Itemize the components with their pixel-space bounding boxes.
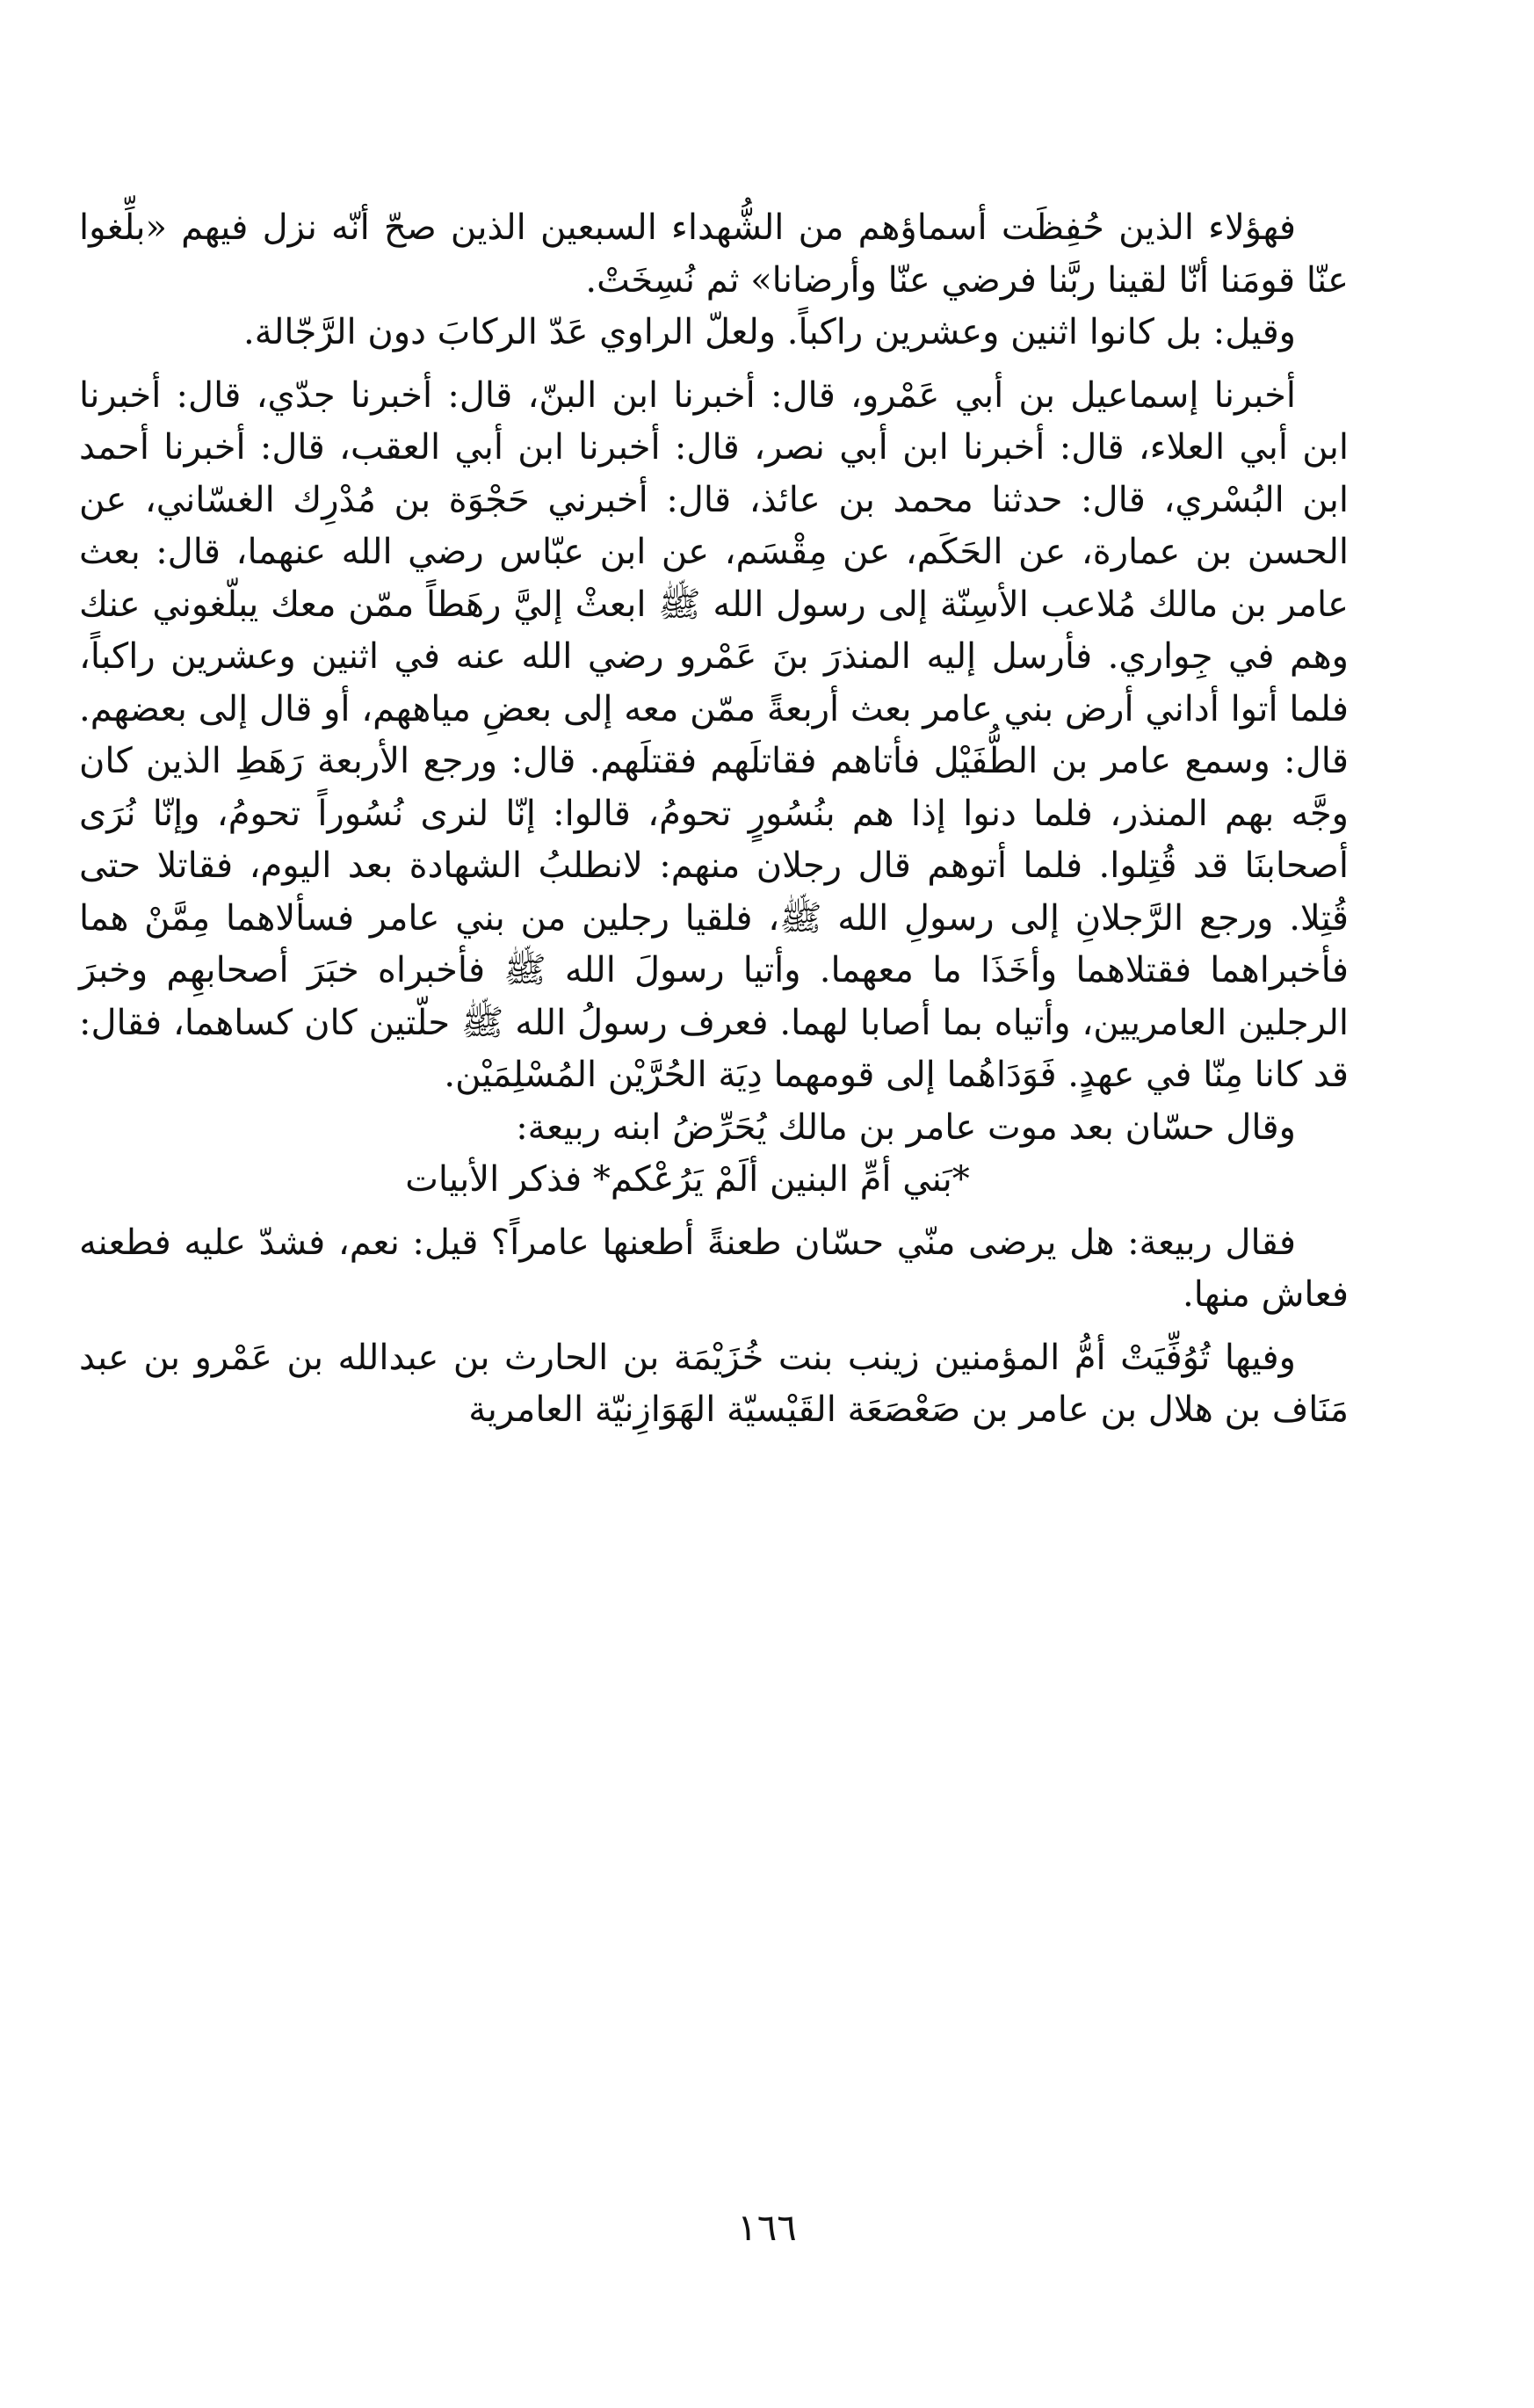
paragraph-rabia-response: فقال ربيعة: هل يرضى منّي حسّان طعنةً أطعنها عامراً؟ قيل: نعم، فشدّ عليه فطعنه فعاش منها. bbox=[79, 1222, 1349, 1315]
paragraph-hadith-narration: أخبرنا إسماعيل بن أبي عَمْرو، قال: أخبرنا ابن البنّ، قال: أخبرنا جدّي، قال: أخبرنا ابن أبي العلاء، قال: أخبرنا ابن أبي نصر، قال: أخبرنا ابن أبي العقب، قال: أخبرنا أحمد ابن البُسْري، قال: حدثنا محمد بن عائذ، قال: أخبرني حَجْوَة بن مُدْرِك الغسّاني، عن الحسن بن عمارة، عن الحَكَم، عن مِقْسَم، عن ابن عبّاس رضي الله عنهما، قال: بعث عامر بن مالك مُلاعب الأسِنّة إلى رسول الله ﷺ ابعثْ إليَّ رهَطاً ممّن معك يبلّغوني عنك وهم في جِواري. فأرسل إليه المنذرَ بنَ عَمْرو رضي الله عنه في اثنين وعشرين راكباً، فلما أتوا أداني أرض بني عامر بعث أربعةً ممّن معه إلى بعضِ مياههم، أو قال إلى بعضهم. قال: وسمع عامر بن الطُّفَيْل فأتاهم فقاتلَهم فقتلَهم. قال: ورجع الأربعة رَهَطِ الذين كان وجَّه بهم المنذر، فلما دنوا إذا هم بنُسُورٍ تحومُ، قالوا: إنّا لنرى نُسُوراً تحومُ، وإنّا نُرَى أصحابنَا قد قُتِلوا. فلما أتوهم قال رجلان منهم: لانطلبُ الشهادة بعد اليوم، فقاتلا حتى قُتِلا. ورجع الرَّجلانِ إلى رسولِ الله ﷺ، فلقيا رجلين من بني عامر فسألاهما مِمَّنْ هما فأخبراهما فقتلاهما وأخَذَا ما معهما. وأتيا رسولَ الله ﷺ فأخبراه خبَرَ أصحابهِم وخبرَ الرجلين العامريين، وأتياه بما أصابا لهما. فعرف رسولُ الله ﷺ حلّتين كان كساهما، فقال: قد كانا مِنّا في عهدٍ. فَوَدَاهُما إلى قومهما دِيَة الحُرَّيْن المُسْلِمَيْن. bbox=[79, 374, 1349, 1095]
paragraph-hassan-poem-intro: وقال حسّان بعد موت عامر بن مالك يُحَرِّضُ ابنه ربيعة: bbox=[516, 1106, 1296, 1148]
poem-verse: *بَني أمِّ البنين ألَمْ يَرُعْكم* فذكر الأبيات bbox=[405, 1159, 970, 1200]
paragraph-zaynab-death: وفيها تُوُفِّيَتْ أمُّ المؤمنين زينب بنت خُزَيْمَة بن الحارث بن عبدالله بن عَمْرو بن عبد مَنَاف بن هلال بن عامر بن صَعْصَعَة القَيْسيّة الهَوَازِنيّة العامرية bbox=[79, 1337, 1349, 1430]
page-number: ١٦٦ bbox=[737, 2206, 797, 2249]
paragraph-martyrs-names: فهؤلاء الذين حُفِظَت أسماؤهم من الشُّهداء السبعين الذين صحّ أنّه نزل فيهم «بلِّغوا عنّا قومَنا أنّا لقينا ربَّنا فرضي عنّا وأرضانا» ثم نُسِخَتْ. bbox=[79, 207, 1349, 301]
page-body bbox=[79, 202, 1349, 1437]
paragraph-twenty-two-riders: وقيل: بل كانوا اثنين وعشرين راكباً. ولعلّ الراوي عَدّ الركابَ دون الرَّجّالة. bbox=[243, 312, 1296, 352]
